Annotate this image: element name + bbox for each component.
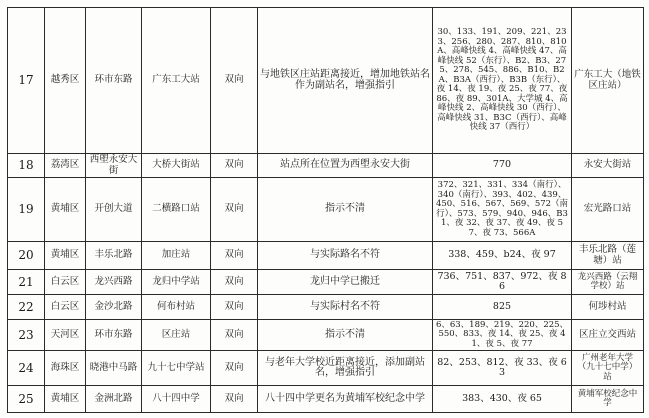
- road-cell: 环市东路: [86, 320, 142, 351]
- road-cell: 西塱永安大街: [86, 154, 142, 178]
- district-cell: 越秀区: [45, 8, 86, 154]
- row-number: 21: [8, 270, 45, 295]
- row-number: 20: [8, 242, 45, 270]
- direction-cell: 双向: [211, 8, 258, 154]
- new-name-cell: 广东工大（地铁区庄站）: [572, 8, 644, 154]
- table-row: [8, 178, 644, 242]
- district-cell: 黄埔区: [45, 386, 86, 413]
- direction-cell: 双向: [211, 270, 258, 295]
- stop-name-cell: 八十四中学: [142, 386, 211, 413]
- reason-cell: 指示不清: [258, 320, 433, 351]
- district-cell: 海珠区: [45, 351, 86, 386]
- reason-cell: 指示不清: [258, 178, 433, 242]
- reason-cell: 与老年大学校近距离接近，添加副站名，增强指引: [258, 351, 433, 386]
- new-name-cell: 广州老年大学（九十七中学）站: [572, 351, 644, 386]
- routes-cell: 30、133、191、209、221、233、256、280、287、810、810A、高峰快线 4、高峰快线 47、高峰快线 52（东行）、B2、B3、275、278、545、886、B10、B2A、B3A（西行）、B3B（东行）、夜 14、夜 19、夜 25、夜 77、夜 86、夜 89、301A、大学城 4、高峰快线 2、高峰快线 30（西行）、高峰快线 31、B3C（西行）、高峰快线 37（西行）: [433, 8, 572, 154]
- table-row: [8, 351, 644, 386]
- road-cell: 开创大道: [86, 178, 142, 242]
- routes-cell: 770: [433, 154, 572, 178]
- reason-cell: 龙归中学已搬迁: [258, 270, 433, 295]
- stop-name-cell: 何布村站: [142, 295, 211, 320]
- new-name-cell: 丰乐北路（莲塘）站: [572, 242, 644, 270]
- stop-name-cell: 大桥大街站: [142, 154, 211, 178]
- row-number: 19: [8, 178, 45, 242]
- new-name-cell: 宏光路口站: [572, 178, 644, 242]
- district-cell: 天河区: [45, 320, 86, 351]
- row-number: 23: [8, 320, 45, 351]
- road-cell: 晓港中马路: [86, 351, 142, 386]
- district-cell: 荔湾区: [45, 154, 86, 178]
- district-cell: 黄埔区: [45, 242, 86, 270]
- table-row: [8, 154, 644, 178]
- stop-name-cell: 二横路口站: [142, 178, 211, 242]
- table-row: [8, 242, 644, 270]
- stop-name-cell: 龙归中学站: [142, 270, 211, 295]
- road-cell: 环市东路: [86, 8, 142, 154]
- stop-name-cell: 区庄站: [142, 320, 211, 351]
- table-row: [8, 270, 644, 295]
- table-row: [8, 320, 644, 351]
- routes-cell: 6、63、189、219、220、225、550、833、夜 14、夜 25、夜 41、夜 5、夜 77: [433, 320, 572, 351]
- routes-cell: 736、751、837、972、夜 86: [433, 270, 572, 295]
- reason-cell: 八十四中学更名为黄埔军校纪念中学: [258, 386, 433, 413]
- reason-cell: 与实际路名不符: [258, 242, 433, 270]
- row-number: 18: [8, 154, 45, 178]
- table-row: [8, 295, 644, 320]
- road-cell: 龙兴西路: [86, 270, 142, 295]
- routes-cell: 383、430、夜 65: [433, 386, 572, 413]
- routes-cell: 372、321、331、334（南行）、340（南行）、393、402、439、450、516、567、569、572（南行）、573、579、940、946、B31、夜 32、夜 37、夜 49、夜 57、夜 73、566A: [433, 178, 572, 242]
- district-cell: 白云区: [45, 295, 86, 320]
- bus-stop-rename-table: [7, 7, 644, 413]
- direction-cell: 双向: [211, 178, 258, 242]
- stop-name-cell: 广东工大站: [142, 8, 211, 154]
- district-cell: 黄埔区: [45, 178, 86, 242]
- reason-cell: 与地铁区庄站距离接近，增加地铁站名作为副站名，增强指引: [258, 8, 433, 154]
- row-number: 25: [8, 386, 45, 413]
- new-name-cell: 黄埔军校纪念中学: [572, 386, 644, 413]
- direction-cell: 双向: [211, 386, 258, 413]
- direction-cell: 双向: [211, 351, 258, 386]
- reason-cell: 与实际村名不符: [258, 295, 433, 320]
- district-cell: 白云区: [45, 270, 86, 295]
- new-name-cell: 区庄立交西站: [572, 320, 644, 351]
- routes-cell: 338、459、b24、夜 97: [433, 242, 572, 270]
- road-cell: 金洲北路: [86, 386, 142, 413]
- table-row: [8, 386, 644, 413]
- road-cell: 丰乐北路: [86, 242, 142, 270]
- routes-cell: 82、253、812、夜 33、夜 63: [433, 351, 572, 386]
- stop-name-cell: 加庄站: [142, 242, 211, 270]
- new-name-cell: 永安大街站: [572, 154, 644, 178]
- row-number: 24: [8, 351, 45, 386]
- new-name-cell: 龙兴西路（云翔学校）站: [572, 270, 644, 295]
- reason-cell: 站点所在位置为西塱永安大街: [258, 154, 433, 178]
- new-name-cell: 何埗村站: [572, 295, 644, 320]
- row-number: 22: [8, 295, 45, 320]
- direction-cell: 双向: [211, 154, 258, 178]
- routes-cell: 825: [433, 295, 572, 320]
- direction-cell: 双向: [211, 242, 258, 270]
- direction-cell: 双向: [211, 320, 258, 351]
- road-cell: 金沙北路: [86, 295, 142, 320]
- stop-name-cell: 九十七中学站: [142, 351, 211, 386]
- table-row: [8, 8, 644, 154]
- direction-cell: 双向: [211, 295, 258, 320]
- row-number: 17: [8, 8, 45, 154]
